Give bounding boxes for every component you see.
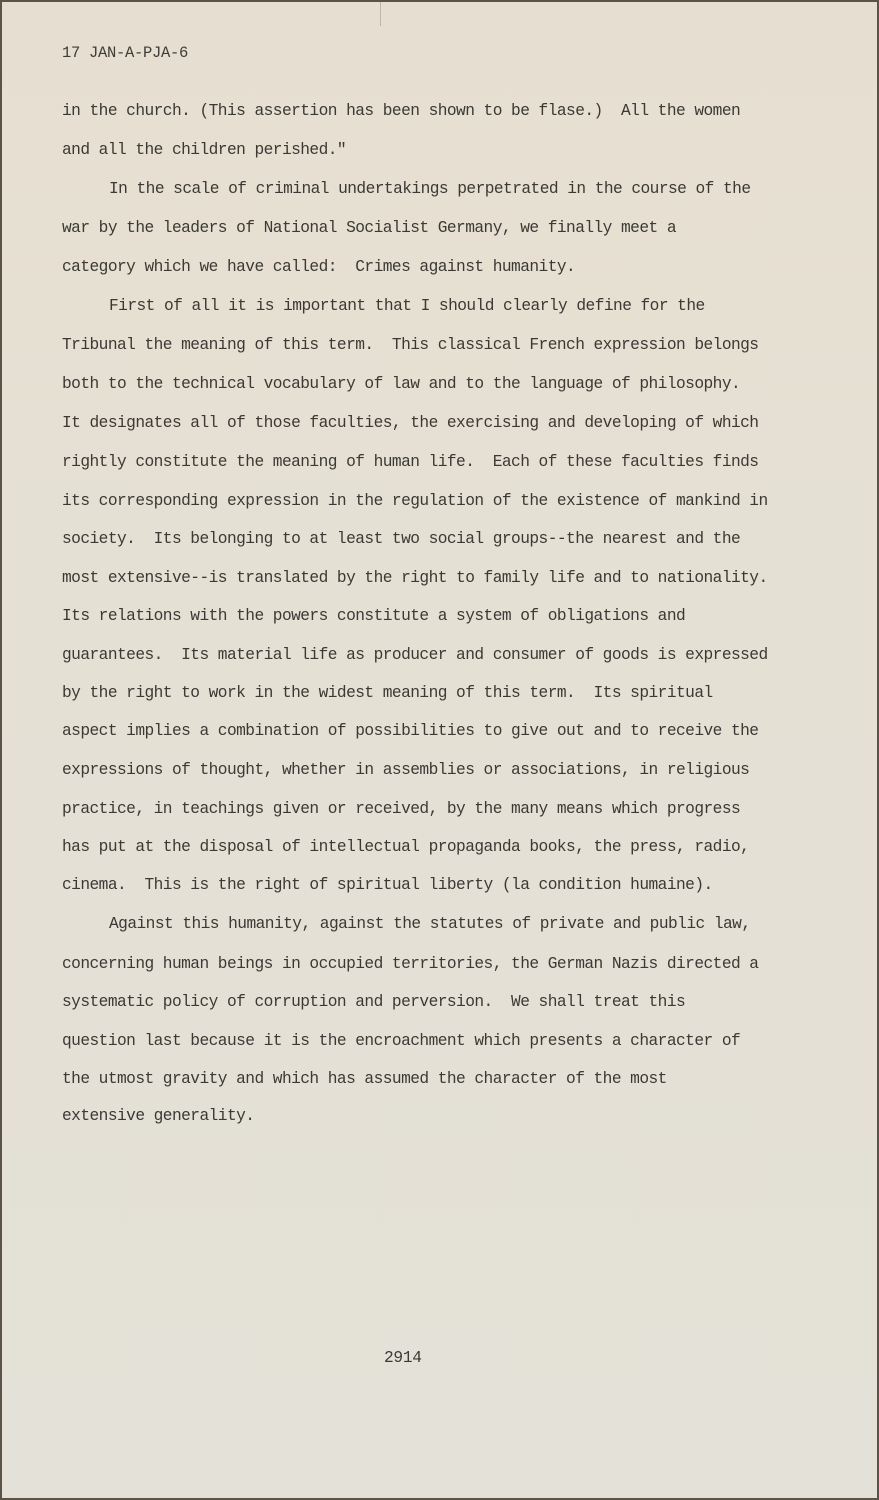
text-line: guarantees. Its material life as producer and consumer of goods is expressed: [62, 646, 768, 664]
text-line: by the right to work in the widest meaning of this term. Its spiritual: [62, 684, 713, 702]
text-line: practice, in teachings given or received, by the many means which progress: [62, 800, 741, 818]
typewritten-page: [2, 2, 877, 1498]
text-line: concerning human beings in occupied territories, the German Nazis directed a: [62, 955, 759, 973]
text-line: Its relations with the powers constitute a system of obligations and: [62, 607, 686, 625]
text-line: Tribunal the meaning of this term. This classical French expression belongs: [62, 336, 759, 354]
text-line: both to the technical vocabulary of law and to the language of philosophy.: [62, 375, 741, 393]
text-line: systematic policy of corruption and perversion. We shall treat this: [62, 993, 686, 1011]
text-line: It designates all of those faculties, the exercising and developing of which: [62, 414, 759, 432]
text-line: expressions of thought, whether in assemblies or associations, in religious: [62, 761, 750, 779]
text-line: most extensive--is translated by the right to family life and to nationality.: [62, 569, 768, 587]
document-header-code: 17 JAN-A-PJA-6: [62, 44, 189, 62]
text-line: cinema. This is the right of spiritual liberty (la condition humaine).: [62, 876, 713, 894]
page-number: 2914: [384, 1349, 422, 1367]
text-line: has put at the disposal of intellectual propaganda books, the press, radio,: [62, 838, 750, 856]
paragraph-start-line: In the scale of criminal undertakings perpetrated in the course of the: [109, 180, 751, 198]
text-line: rightly constitute the meaning of human life. Each of these faculties finds: [62, 453, 759, 471]
text-line: aspect implies a combination of possibilities to give out and to receive the: [62, 722, 759, 740]
text-line: the utmost gravity and which has assumed the character of the most: [62, 1070, 667, 1088]
paragraph-start-line: Against this humanity, against the statutes of private and public law,: [109, 915, 751, 933]
text-line: and all the children perished.": [62, 141, 347, 159]
text-line: its corresponding expression in the regulation of the existence of mankind in: [62, 492, 768, 510]
text-line: question last because it is the encroachment which presents a character of: [62, 1032, 741, 1050]
text-line: in the church. (This assertion has been shown to be flase.) All the women: [62, 102, 741, 120]
text-line: category which we have called: Crimes against humanity.: [62, 258, 576, 276]
paragraph-start-line: First of all it is important that I should clearly define for the: [109, 297, 705, 315]
text-line: society. Its belonging to at least two social groups--the nearest and the: [62, 530, 741, 548]
text-line: war by the leaders of National Socialist Germany, we finally meet a: [62, 219, 676, 237]
paper-fold-mark: [380, 2, 381, 26]
text-line: extensive generality.: [62, 1107, 255, 1125]
